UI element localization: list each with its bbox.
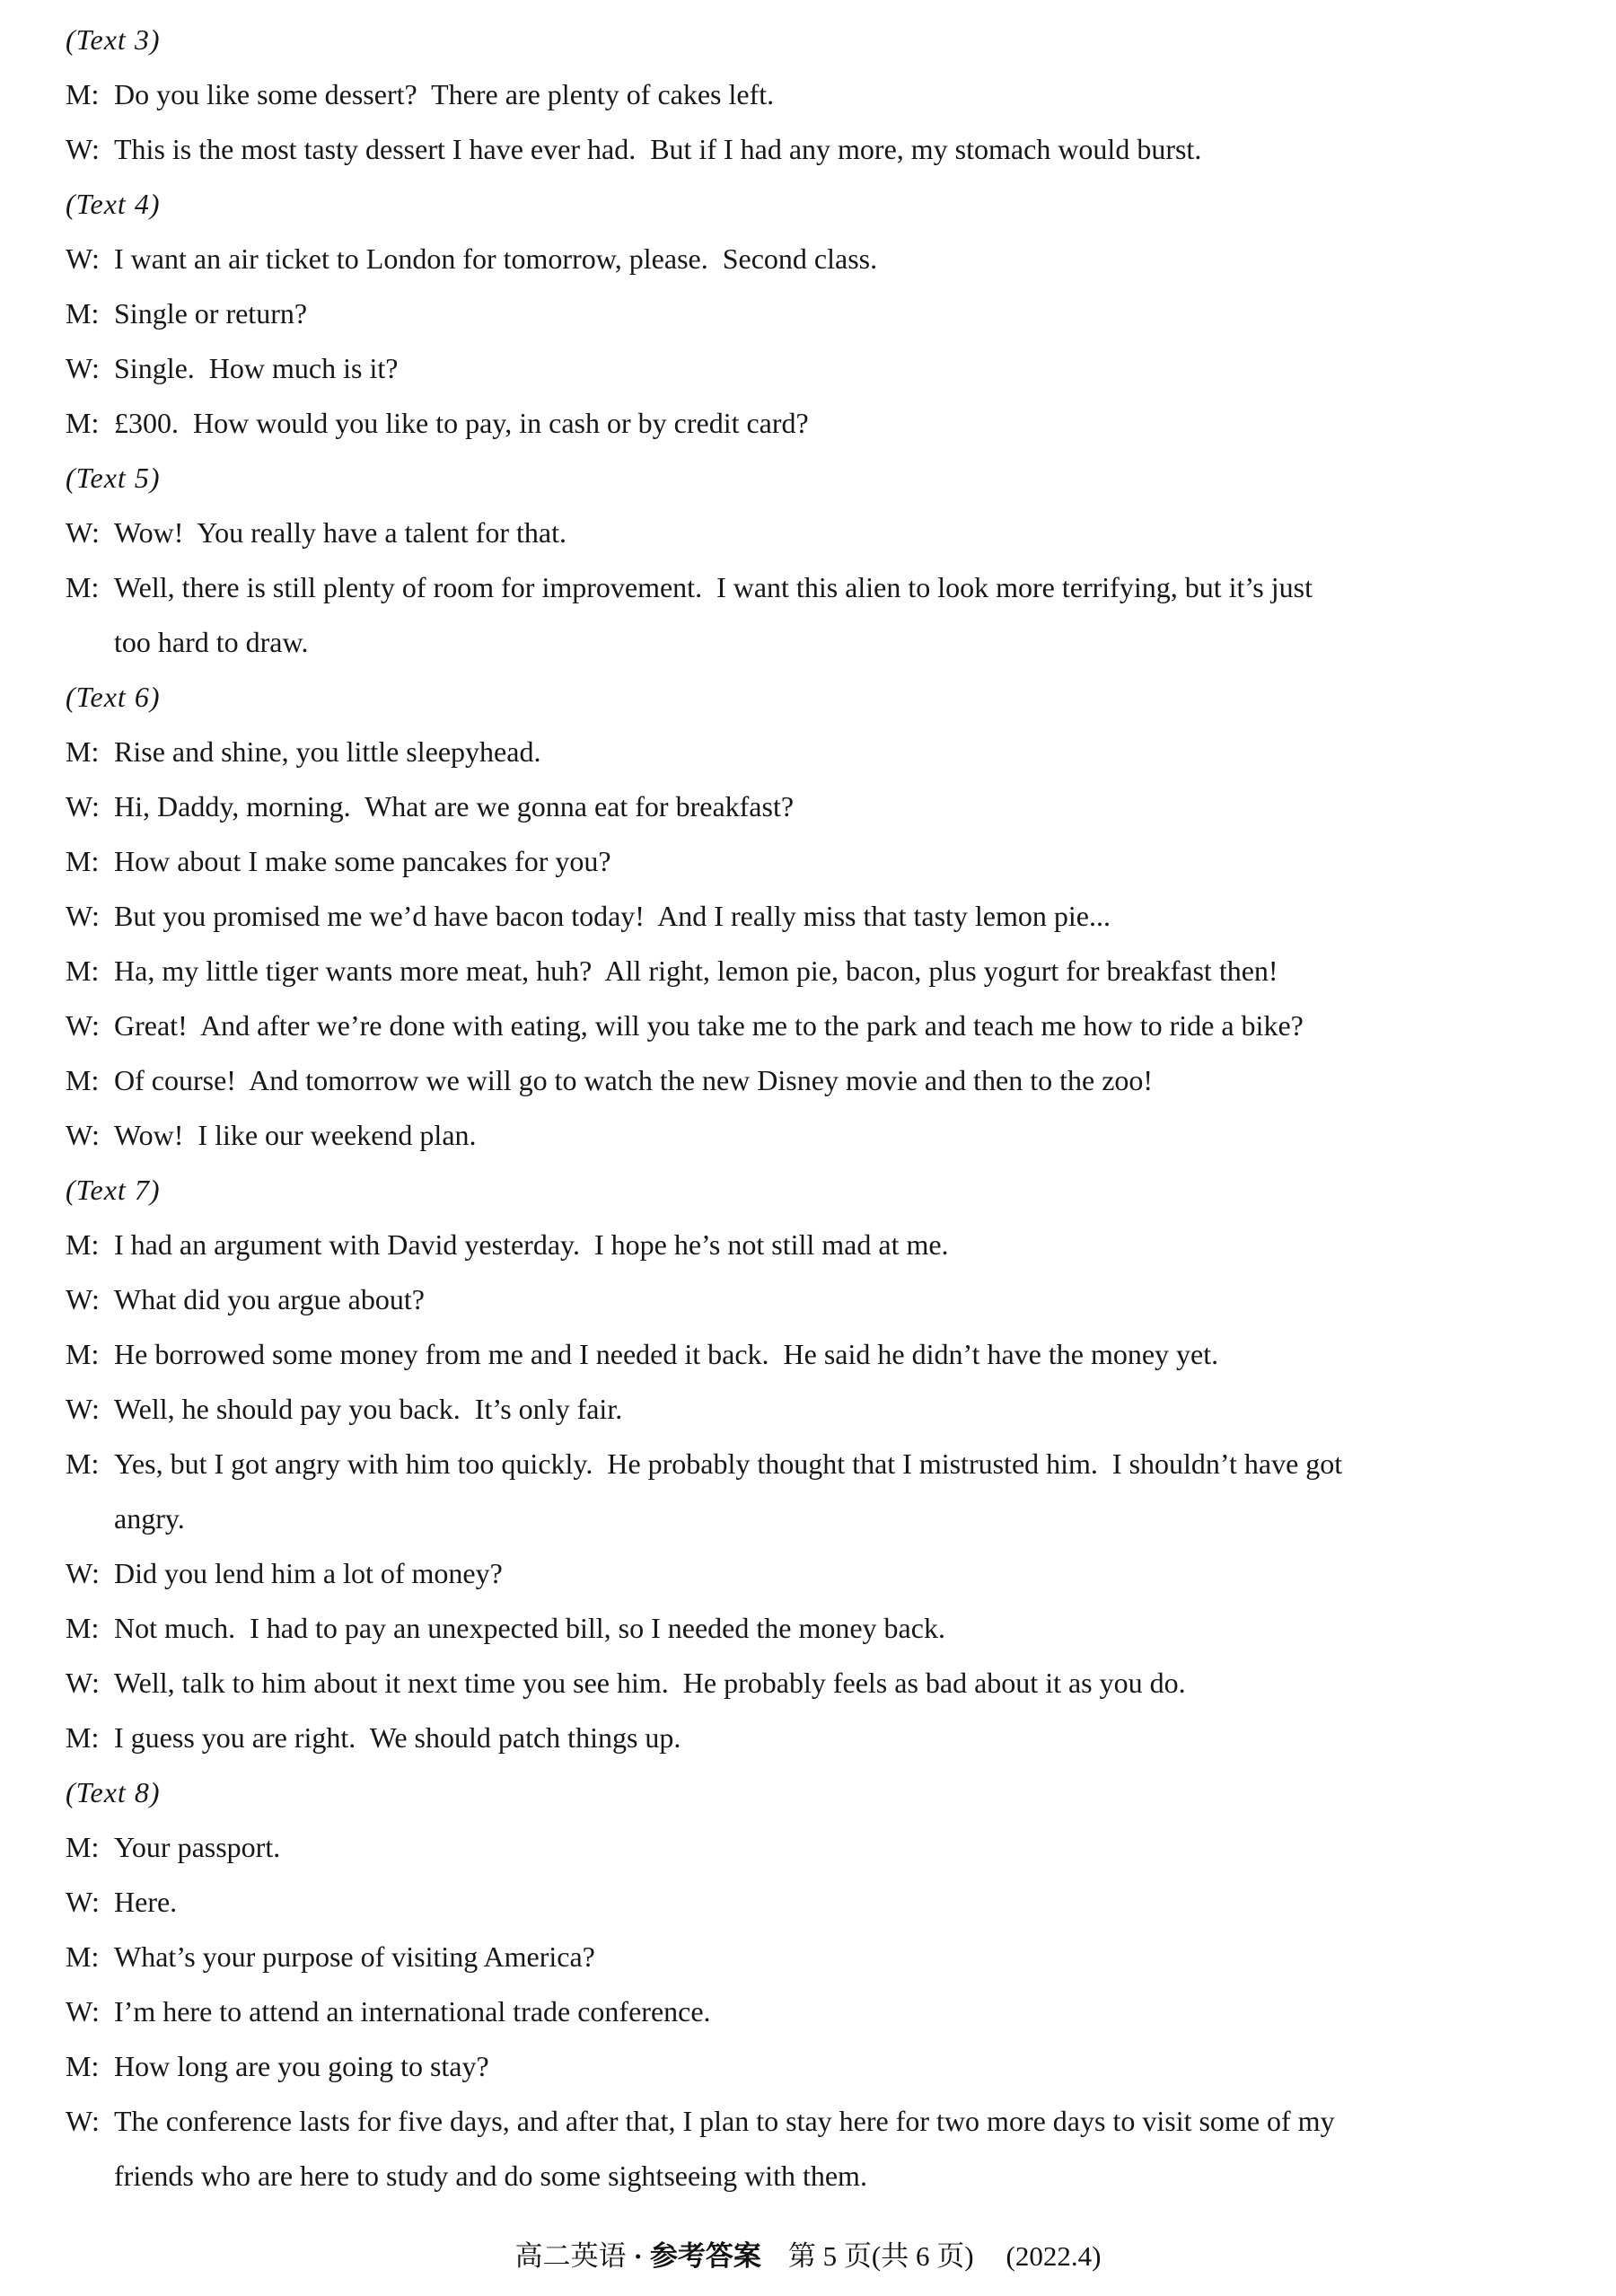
dialog-text: Not much. I had to pay an unexpected bill, so I needed the money back.	[114, 1612, 945, 1644]
speaker-label: M:	[66, 1940, 100, 1973]
speaker-label: W:	[66, 1995, 100, 2028]
speaker-label: W:	[66, 2105, 100, 2137]
speaker-label: W:	[66, 1393, 100, 1425]
dialog-text: Great! And after we’re done with eating, will you take me to the park and teach me how to ride a bike?	[114, 1009, 1304, 1042]
dialog-text: Of course! And tomorrow we will go to watch the new Disney movie and then to the zoo!	[114, 1064, 1154, 1096]
dialog-text: He borrowed some money from me and I needed it back. He said he didn’t have the money yet.	[114, 1338, 1219, 1370]
dialog-line	[66, 2094, 1555, 2149]
dialog-line	[66, 286, 1555, 341]
dialog-line	[66, 1437, 1555, 1491]
dialog-line	[66, 725, 1555, 779]
dialog-text: Well, there is still plenty of room for improvement. I want this alien to look more terrifying, but it’s just	[114, 571, 1313, 603]
speaker-label: M:	[66, 1064, 100, 1096]
dialog-line	[66, 232, 1555, 286]
section-header-text: (Text 3)	[66, 23, 161, 56]
dialog-line	[66, 1984, 1555, 2039]
dialog-text: This is the most tasty dessert I have ever had. But if I had any more, my stomach would burst.	[114, 133, 1202, 165]
speaker-label: M:	[66, 1338, 100, 1370]
dialog-text: I’m here to attend an international trade conference.	[114, 1995, 711, 2028]
dialog-text: £300. How would you like to pay, in cash or by credit card?	[114, 407, 809, 439]
speaker-label: M:	[66, 297, 100, 330]
speaker-label: M:	[66, 1228, 100, 1261]
dialog-text: I want an air ticket to London for tomorrow, please. Second class.	[114, 242, 878, 275]
speaker-label: W:	[66, 1557, 100, 1589]
footer-date: (2022.4)	[1006, 2240, 1102, 2272]
dialog-text: How about I make some pancakes for you?	[114, 845, 611, 877]
dialog-text: Here.	[114, 1886, 178, 1918]
speaker-label: W:	[66, 352, 100, 384]
dialog-text: Single or return?	[114, 297, 308, 330]
dialog-line	[66, 1820, 1555, 1875]
section-header	[66, 1765, 1555, 1820]
dialog-text: The conference lasts for five days, and after that, I plan to stay here for two more days to visit some of my	[114, 2105, 1335, 2137]
speaker-label: W:	[66, 133, 100, 165]
dialog-text: What’s your purpose of visiting America?	[114, 1940, 595, 1973]
speaker-label: M:	[66, 571, 100, 603]
dialog-text: angry.	[114, 1502, 185, 1535]
speaker-label: M:	[66, 2050, 100, 2082]
dialog-text: I guess you are right. We should patch things up.	[114, 1721, 681, 1754]
section-header	[66, 13, 1555, 67]
speaker-label: W:	[66, 1009, 100, 1042]
dialog-text: Rise and shine, you little sleepyhead.	[114, 735, 541, 768]
speaker-label: M:	[66, 1721, 100, 1754]
speaker-label: M:	[66, 735, 100, 768]
dialog-line	[66, 1218, 1555, 1272]
dialog-text: friends who are here to study and do some sightseeing with them.	[114, 2160, 867, 2192]
dialog-line	[66, 889, 1555, 944]
dialog-text: Yes, but I got angry with him too quickly. He probably thought that I mistrusted him. I shouldn’t have got	[114, 1447, 1343, 1480]
dialog-line	[66, 944, 1555, 998]
speaker-label: W:	[66, 1886, 100, 1918]
dialog-text: I had an argument with David yesterday. I hope he’s not still mad at me.	[114, 1228, 949, 1261]
dialog-text: What did you argue about?	[114, 1283, 425, 1315]
dialog-line	[66, 998, 1555, 1053]
dialog-text: Do you like some dessert? There are plenty of cakes left.	[114, 78, 775, 110]
dialog-text: How long are you going to stay?	[114, 2050, 489, 2082]
dialog-line	[66, 67, 1555, 122]
dialog-line	[66, 1108, 1555, 1163]
speaker-label: W:	[66, 900, 100, 932]
dialog-text: Your passport.	[114, 1831, 281, 1863]
dialog-text: Single. How much is it?	[114, 352, 399, 384]
page-footer	[0, 2233, 1616, 2274]
dialog-line	[66, 1327, 1555, 1382]
speaker-label: M:	[66, 954, 100, 987]
section-header-text: (Text 6)	[66, 681, 161, 713]
dialog-text: Wow! You really have a talent for that.	[114, 516, 566, 549]
speaker-label: M:	[66, 1447, 100, 1480]
speaker-label: W:	[66, 790, 100, 823]
section-header	[66, 177, 1555, 232]
speaker-label: W:	[66, 1283, 100, 1315]
speaker-label: M:	[66, 407, 100, 439]
speaker-label: W:	[66, 516, 100, 549]
section-header-text: (Text 7)	[66, 1174, 161, 1206]
dialog-line	[66, 560, 1555, 615]
speaker-label: M:	[66, 1831, 100, 1863]
dialog-line	[66, 1601, 1555, 1656]
dialog-line	[66, 1053, 1555, 1108]
dialog-text: Well, talk to him about it next time you see him. He probably feels as bad about it as you do.	[114, 1667, 1186, 1699]
section-header-text: (Text 4)	[66, 188, 161, 220]
speaker-label: W:	[66, 1667, 100, 1699]
dialog-line	[66, 506, 1555, 560]
speaker-label: M:	[66, 1612, 100, 1644]
dialog-text: Wow! I like our weekend plan.	[114, 1119, 477, 1151]
dialog-line	[66, 1875, 1555, 1930]
speaker-label: M:	[66, 845, 100, 877]
speaker-label: W:	[66, 242, 100, 275]
footer-page-number: 第 5 页(共 6 页)	[787, 2240, 974, 2272]
dialog-text: But you promised me we’d have bacon today! And I really miss that tasty lemon pie...	[114, 900, 1111, 932]
section-header	[66, 670, 1555, 725]
dialog-line	[66, 122, 1555, 177]
section-header-text: (Text 5)	[66, 462, 161, 494]
dialog-line	[66, 1272, 1555, 1327]
dialog-text: Did you lend him a lot of money?	[114, 1557, 503, 1589]
dialog-line	[66, 341, 1555, 396]
speaker-label: W:	[66, 1119, 100, 1151]
dialog-text: Well, he should pay you back. It’s only fair.	[114, 1393, 623, 1425]
dialog-continuation	[66, 1491, 1555, 1546]
speaker-label: M:	[66, 78, 100, 110]
dialog-continuation	[66, 2149, 1555, 2204]
dialog-text: Ha, my little tiger wants more meat, huh? All right, lemon pie, bacon, plus yogurt for breakfast then!	[114, 954, 1278, 987]
footer-answer-key-label: 参考答案	[649, 2240, 761, 2272]
dialog-text: too hard to draw.	[114, 626, 309, 658]
section-header-text: (Text 8)	[66, 1776, 161, 1808]
dialog-continuation	[66, 615, 1555, 670]
dialog-line	[66, 1711, 1555, 1765]
dialog-line	[66, 1546, 1555, 1601]
footer-course-title: 高二英语	[514, 2240, 627, 2272]
dialog-line	[66, 1656, 1555, 1711]
dialog-line	[66, 396, 1555, 451]
dialog-line	[66, 834, 1555, 889]
dialog-line	[66, 1930, 1555, 1984]
dialog-line	[66, 1382, 1555, 1437]
dialog-text: Hi, Daddy, morning. What are we gonna eat for breakfast?	[114, 790, 795, 823]
dialog-line	[66, 779, 1555, 834]
dialog-line	[66, 2039, 1555, 2094]
section-header	[66, 1163, 1555, 1218]
section-header	[66, 451, 1555, 506]
footer-separator-dot: ·	[633, 2240, 643, 2272]
